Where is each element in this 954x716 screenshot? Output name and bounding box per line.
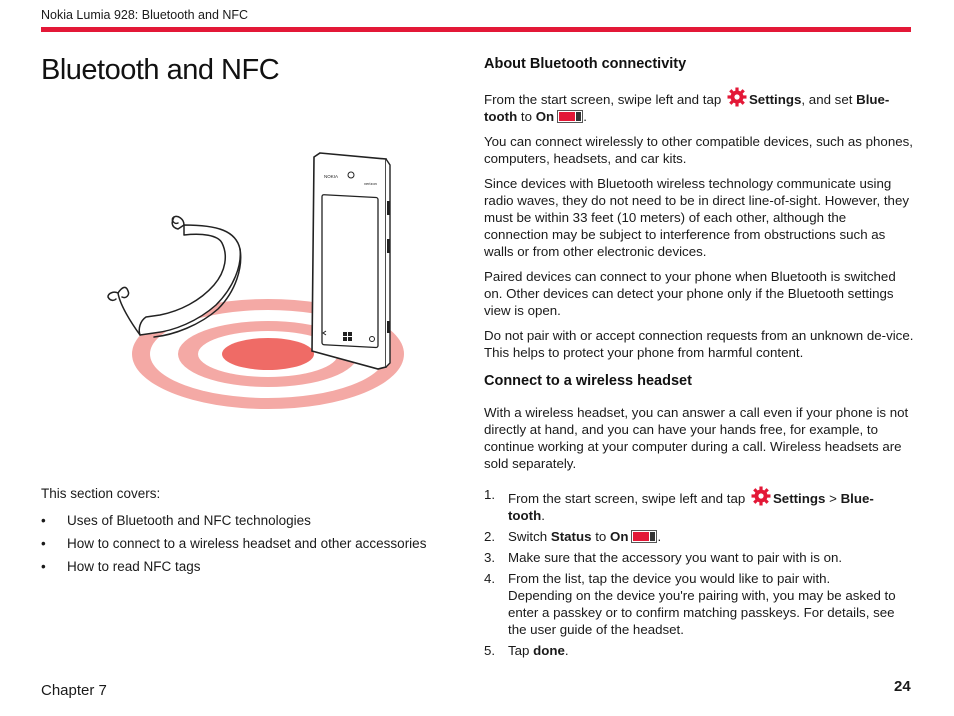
phone-icon: [312, 153, 390, 369]
text-run: to: [591, 529, 610, 544]
bluetooth-nfc-illustration: [100, 145, 420, 415]
text-run: .: [564, 643, 569, 658]
toggle-on-icon: [557, 110, 583, 123]
list-item: [484, 528, 914, 545]
about-p2: You can connect wirelessly to other compatible devices, such as phones, computers, headsets, and car kits.: [484, 134, 913, 166]
text-run: >: [825, 491, 841, 506]
list-item: [484, 486, 914, 524]
list-item: • How to read NFC tags: [41, 559, 461, 575]
step-number: 5.: [484, 643, 496, 658]
about-bluetooth-heading: About Bluetooth connectivity: [484, 56, 687, 72]
step-number: 4.: [484, 571, 496, 586]
text-run: Tap: [508, 643, 534, 658]
chapter-label: Chapter 7: [41, 682, 107, 699]
toggle-on-icon: [631, 530, 657, 543]
headset-intro: With a wireless headset, you can answer a call even if your phone is not directly at hand, and you can have your hands free, for example, to continue working at your computer during a call. Wireless headsets are sold separately.: [484, 405, 909, 471]
status-term: Status: [550, 529, 592, 544]
section-covers: [41, 486, 461, 582]
text-run: Switch: [508, 529, 551, 544]
text-run: Depending on the device you're pairing with, you may be asked to enter a passkey or to confirm matching passkeys. For details, see the user guide of the headset.: [508, 588, 896, 637]
phone-carrier-label: verizon: [364, 181, 377, 186]
bluetooth-term: tooth: [484, 109, 518, 124]
list-item: [484, 642, 914, 659]
on-term: On: [535, 109, 555, 124]
text-run: to: [517, 109, 536, 124]
running-header: Nokia Lumia 928: Bluetooth and NFC: [41, 8, 249, 22]
about-p4: Paired devices can connect to your phone when Bluetooth is switched on. Other devices can detect your phone only if the Bluetooth settings view is open.: [484, 269, 896, 318]
covers-list: [41, 513, 461, 575]
text-run: .: [541, 508, 545, 523]
settings-term: Settings: [748, 92, 802, 107]
list-item: [484, 570, 914, 638]
settings-gear-icon: [751, 486, 771, 506]
text-run: From the start screen, swipe left and tap: [484, 92, 725, 107]
text-run: , and set: [801, 92, 857, 107]
text-run: .: [657, 529, 662, 544]
list-item: • How to connect to a wireless headset and other accessories: [41, 536, 461, 552]
done-term: done: [533, 643, 565, 658]
settings-term: Settings: [772, 491, 826, 506]
bluetooth-term: tooth: [508, 508, 542, 523]
step-number: 1.: [484, 487, 496, 502]
list-item: [484, 549, 914, 566]
text-run: From the list, tap the device you would like to pair with.: [508, 571, 831, 586]
right-column: [484, 56, 914, 663]
page-title: Bluetooth and NFC: [41, 54, 280, 86]
on-term: On: [609, 529, 629, 544]
phone-brand-label: NOKIA: [324, 174, 339, 179]
about-p3: Since devices with Bluetooth wireless technology communicate using radio waves, they do not need to be in direct line-of-sight. However, they must be within 33 feet (10 meters) of each other, although the connection may be subject to interference from obstructions such as walls or from other electronic devices.: [484, 176, 910, 259]
connect-headset-heading: Connect to a wireless headset: [484, 373, 692, 389]
about-p1: [484, 87, 914, 125]
header-rule: [41, 27, 911, 32]
list-item: • Uses of Bluetooth and NFC technologies: [41, 513, 461, 529]
about-p5: Do not pair with or accept connection requests from an unknown de-vice. This helps to protect your phone from harmful content.: [484, 328, 914, 360]
page-number: 24: [894, 678, 911, 695]
step-number: 3.: [484, 550, 496, 565]
bluetooth-term: Blue-: [840, 491, 874, 506]
text-run: .: [583, 109, 587, 124]
headset-steps: [484, 486, 914, 659]
bluetooth-term: Blue-: [856, 92, 890, 107]
step-number: 2.: [484, 529, 496, 544]
text-run: From the start screen, swipe left and tap: [508, 491, 749, 506]
text-run: Make sure that the accessory you want to pair with is on.: [508, 550, 843, 565]
settings-gear-icon: [727, 87, 747, 107]
covers-intro: This section covers:: [41, 486, 161, 501]
